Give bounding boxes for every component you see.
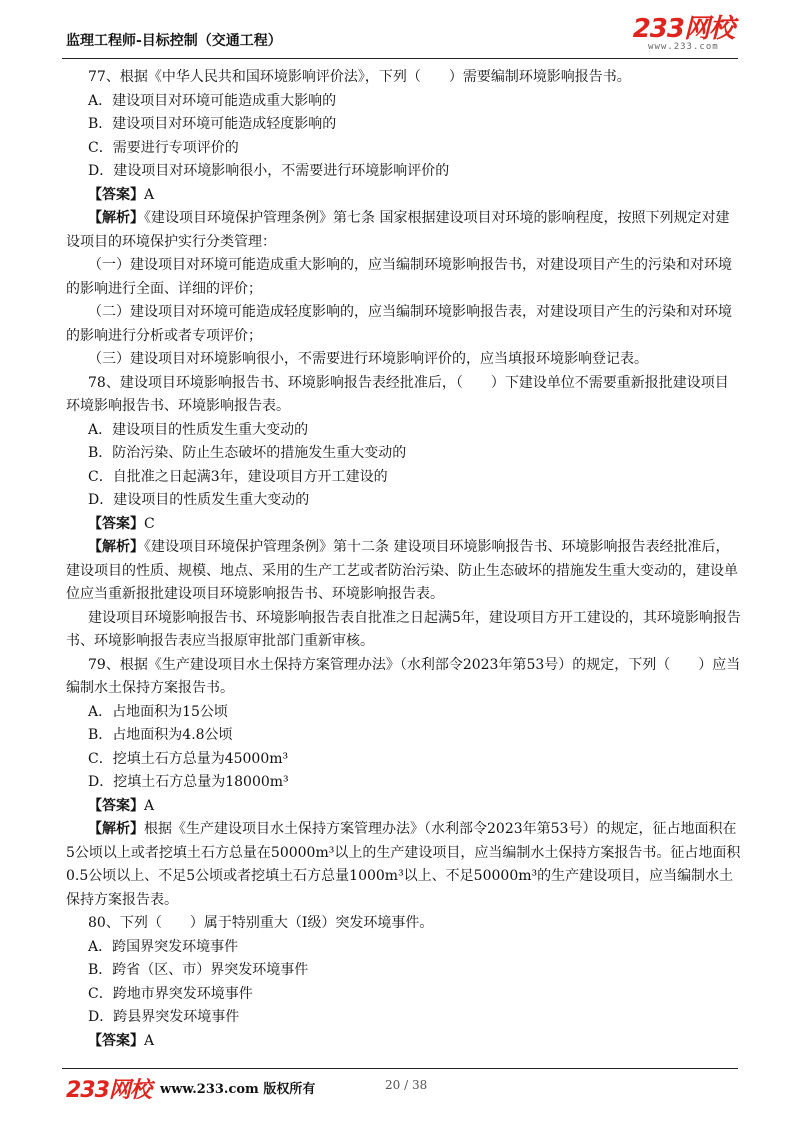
- footer-copyright: www.233.com 版权所有: [160, 1082, 316, 1097]
- header-divider: [62, 58, 738, 59]
- paragraph: [66, 983, 742, 1007]
- paragraph: [66, 959, 742, 983]
- paragraph: [66, 654, 742, 701]
- paragraph-text: 78、建设项目环境影响报告书、环境影响报告表经批准后，（ ）下建设单位不需要重新报批建设项目环境影响报告书、环境影响报告表。: [66, 374, 729, 414]
- footer-logo: 233网校: [66, 1078, 151, 1103]
- paragraph-text: （三）建设项目对环境影响很小，不需要进行环境影响评价的，应当填报环境影响登记表。: [88, 351, 648, 367]
- paragraph: [66, 912, 742, 936]
- paragraph-text: 79、根据《生产建设项目水土保持方案管理办法》（水利部令2023年第53号）的规定，下列（ ）应当编制水土保持方案报告书。: [66, 656, 741, 696]
- paragraph: [66, 184, 742, 208]
- paragraph-text: D．建设项目的性质发生重大变动的: [88, 492, 310, 508]
- paragraph-text: D．跨县界突发环境事件: [88, 1009, 240, 1025]
- paragraph-text: 80、下列（ ）属于特别重大（Ⅰ级）突发环境事件。: [88, 915, 434, 931]
- paragraph-lead: 【答案】: [88, 186, 144, 203]
- paragraph: [66, 301, 742, 348]
- paragraph: [66, 818, 742, 912]
- paragraph: [66, 90, 742, 114]
- paragraph: [66, 701, 742, 725]
- paragraph: [66, 1006, 742, 1030]
- paragraph-text: 建设项目环境影响报告书、环境影响报告表自批准之日起满5年，建设项目方开工建设的，其环境影响报告书、环境影响报告表应当报原审批部门重新审核。: [66, 609, 741, 649]
- paragraph: [66, 795, 742, 819]
- paragraph: [66, 536, 742, 607]
- paragraph-lead: 【答案】: [88, 1032, 144, 1049]
- paragraph-text: D．建设项目对环境影响很小，不需要进行环境影响评价的: [88, 163, 450, 179]
- paragraph: [66, 489, 742, 513]
- paragraph-text: B．占地面积为4.8公顷: [88, 727, 233, 743]
- paragraph: [66, 207, 742, 254]
- paragraph-text: A．跨国界突发环境事件: [88, 938, 239, 955]
- paragraph: [66, 372, 742, 419]
- paragraph-text: A: [144, 1032, 155, 1049]
- brand-logo: [633, 16, 734, 52]
- paragraph: [66, 607, 742, 654]
- paragraph-text: （二）建设项目对环境可能造成轻度影响的，应当编制环境影响报告表，对建设项目产生的污染和对环境的影响进行分析或者专项评价；: [66, 304, 732, 344]
- page-number: 20 / 38: [385, 1078, 428, 1092]
- paragraph-text: A．建设项目对环境可能造成重大影响的: [88, 92, 337, 109]
- paragraph-text: C．自批准之日起满3年，建设项目方开工建设的: [88, 468, 388, 485]
- paragraph-text: A．建设项目的性质发生重大变动的: [88, 421, 309, 438]
- paragraph: [66, 1030, 742, 1054]
- paragraph: [66, 771, 742, 795]
- paragraph: [66, 724, 742, 748]
- logo-url: www.233.com: [648, 42, 719, 52]
- paragraph-text: 根据《生产建设项目水土保持方案管理办法》（水利部令2023年第53号）的规定，征占地面积在5公顷以上或者挖填土石方总量在50000m³以上的生产建设项目，应当编制水土保持方案报告书。征占地面积0.5公顷以上、不足5公顷或者挖填土石方总量1000m³以上、不足50000m³的生产建设项目，应当编制水土保持方案报告表。: [66, 821, 741, 908]
- paragraph-text: C．挖填土石方总量为45000m³: [88, 750, 289, 767]
- document-body: [66, 66, 742, 1053]
- footer-divider: [62, 1068, 738, 1069]
- paragraph: [66, 113, 742, 137]
- paragraph-text: C．需要进行专项评价的: [88, 139, 239, 156]
- paragraph-text: A．占地面积为15公顷: [88, 703, 228, 720]
- paragraph: [66, 419, 742, 443]
- paragraph-text: B．防治污染、防止生态破坏的措施发生重大变动的: [88, 445, 407, 461]
- paragraph-text: （一）建设项目对环境可能造成重大影响的，应当编制环境影响报告书，对建设项目产生的污染和对环境的影响进行全面、详细的评价；: [66, 257, 732, 297]
- paragraph-text: 《建设项目环境保护管理条例》第十二条 建设项目环境影响报告书、环境影响报告表经批准后，建设项目的性质、规模、地点、采用的生产工艺或者防治污染、防止生态破坏的措施发生重大变动的，建设单位应当重新报批建设项目环境影响报告书、环境影响报告表。: [66, 539, 738, 602]
- paragraph-lead: 【解析】: [88, 210, 144, 226]
- header-title: 监理工程师-目标控制（交通工程）: [66, 33, 282, 49]
- paragraph-lead: 【答案】: [88, 797, 144, 814]
- paragraph-text: A: [144, 797, 155, 814]
- paragraph-text: 77、根据《中华人民共和国环境影响评价法》，下列（ ）需要编制环境影响报告书。: [88, 69, 631, 85]
- paragraph: [66, 348, 742, 372]
- logo-text: 233网校: [632, 14, 734, 44]
- paragraph: [66, 160, 742, 184]
- paragraph-lead: 【解析】: [88, 539, 144, 555]
- paragraph: [66, 513, 742, 537]
- paragraph: [66, 66, 742, 90]
- paragraph: [66, 137, 742, 161]
- paragraph-text: B．建设项目对环境可能造成轻度影响的: [88, 116, 337, 132]
- paragraph-lead: 【解析】: [88, 821, 144, 837]
- paragraph-lead: 【答案】: [88, 515, 144, 532]
- paragraph: [66, 936, 742, 960]
- paragraph-text: A: [144, 186, 155, 203]
- paragraph-text: 《建设项目环境保护管理条例》第七条 国家根据建设项目对环境的影响程度，按照下列规定对建设项目的环境保护实行分类管理：: [66, 210, 730, 250]
- paragraph: [66, 254, 742, 301]
- paragraph-text: C: [144, 515, 155, 532]
- paragraph: [66, 466, 742, 490]
- paragraph: [66, 748, 742, 772]
- paragraph-text: B．跨省（区、市）界突发环境事件: [88, 962, 309, 978]
- paragraph: [66, 442, 742, 466]
- paragraph-text: D．挖填土石方总量为18000m³: [88, 774, 289, 790]
- paragraph-text: C．跨地市界突发环境事件: [88, 985, 253, 1002]
